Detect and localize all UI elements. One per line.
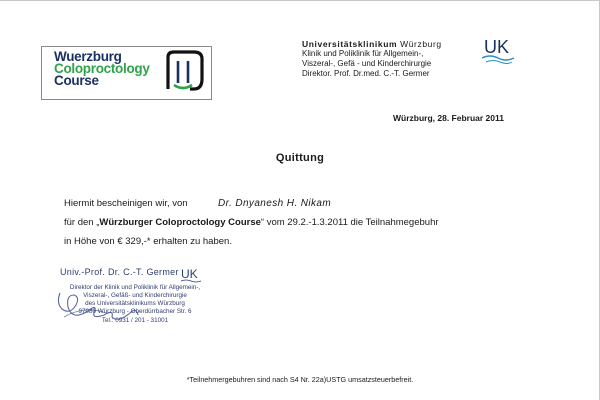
clinic-line-2: Viszeral-, Gefä - und Kinderchirurgie bbox=[302, 59, 432, 68]
stamp-line-1: Direktor der Klinik und Poliklinik für Allgemein-, bbox=[69, 284, 201, 291]
page-border-top bbox=[0, 0, 600, 1]
colon-icon bbox=[164, 49, 208, 95]
body-line-1 bbox=[64, 198, 332, 209]
course-logo-line-2: Coloproctology bbox=[54, 61, 150, 76]
course-logo-line-3: Course bbox=[54, 73, 99, 88]
clinic-name bbox=[302, 39, 492, 49]
uk-logo bbox=[478, 33, 518, 67]
stamp-uk-logo bbox=[180, 265, 202, 283]
body-line-2 bbox=[64, 217, 439, 228]
course-logo bbox=[41, 46, 212, 100]
document-date: Würzburg, 28. Februar 2011 bbox=[392, 113, 504, 123]
stamp-line-3: des Universitätsklinikums Würzburg bbox=[85, 300, 185, 307]
body-line-2-suffix: “ vom 29.2.-1.3.2011 die Teilnahmegebuhr bbox=[260, 217, 439, 228]
stamp-uk-text: UK bbox=[181, 267, 198, 281]
stamp-line-5: Tel.: 0931 / 201 - 31001 bbox=[101, 317, 169, 324]
stamp-name: Univ.-Prof. Dr. C.-T. Germer bbox=[60, 267, 179, 277]
clinic-line-1: Klinik und Poliklinik für Allgemein-, bbox=[302, 49, 424, 58]
course-name: Würzburger Coloproctology Course bbox=[99, 217, 261, 228]
body-line-2-prefix: für den „ bbox=[64, 217, 100, 228]
course-logo-line-1: Wuerzburg bbox=[54, 49, 122, 64]
footnote: *Teilnehmergebuhren sind nach S4 Nr. 22a)USTG umsatzsteuerbefreit. bbox=[186, 375, 414, 384]
signature-stamp bbox=[60, 265, 210, 337]
clinic-city: Würzburg bbox=[400, 39, 442, 49]
document-title: Quittung bbox=[275, 152, 325, 164]
stamp-line-2: Viszeral-, Gefäß- und Kinderchirurgie bbox=[83, 292, 187, 299]
clinic-line-3: Direktor. Prof. Dr.med. C.-T. Germer bbox=[302, 69, 430, 78]
clinic-name-bold: Universitätsklinikum bbox=[302, 39, 398, 49]
uk-logo-text: UK bbox=[484, 37, 510, 57]
body-line-3: in Höhe von € 329,-* erhalten zu haben. bbox=[64, 236, 232, 247]
body-line-1-prefix: Hiermit bescheinigen wir, von bbox=[64, 198, 188, 209]
clinic-header bbox=[302, 39, 492, 79]
handwritten-signature bbox=[54, 287, 174, 327]
recipient-name: Dr. Dnyanesh H. Nikam bbox=[218, 198, 332, 209]
stamp-line-4: 97080 Würzburg - Oberdürrbacher Str. 6 bbox=[78, 308, 192, 315]
